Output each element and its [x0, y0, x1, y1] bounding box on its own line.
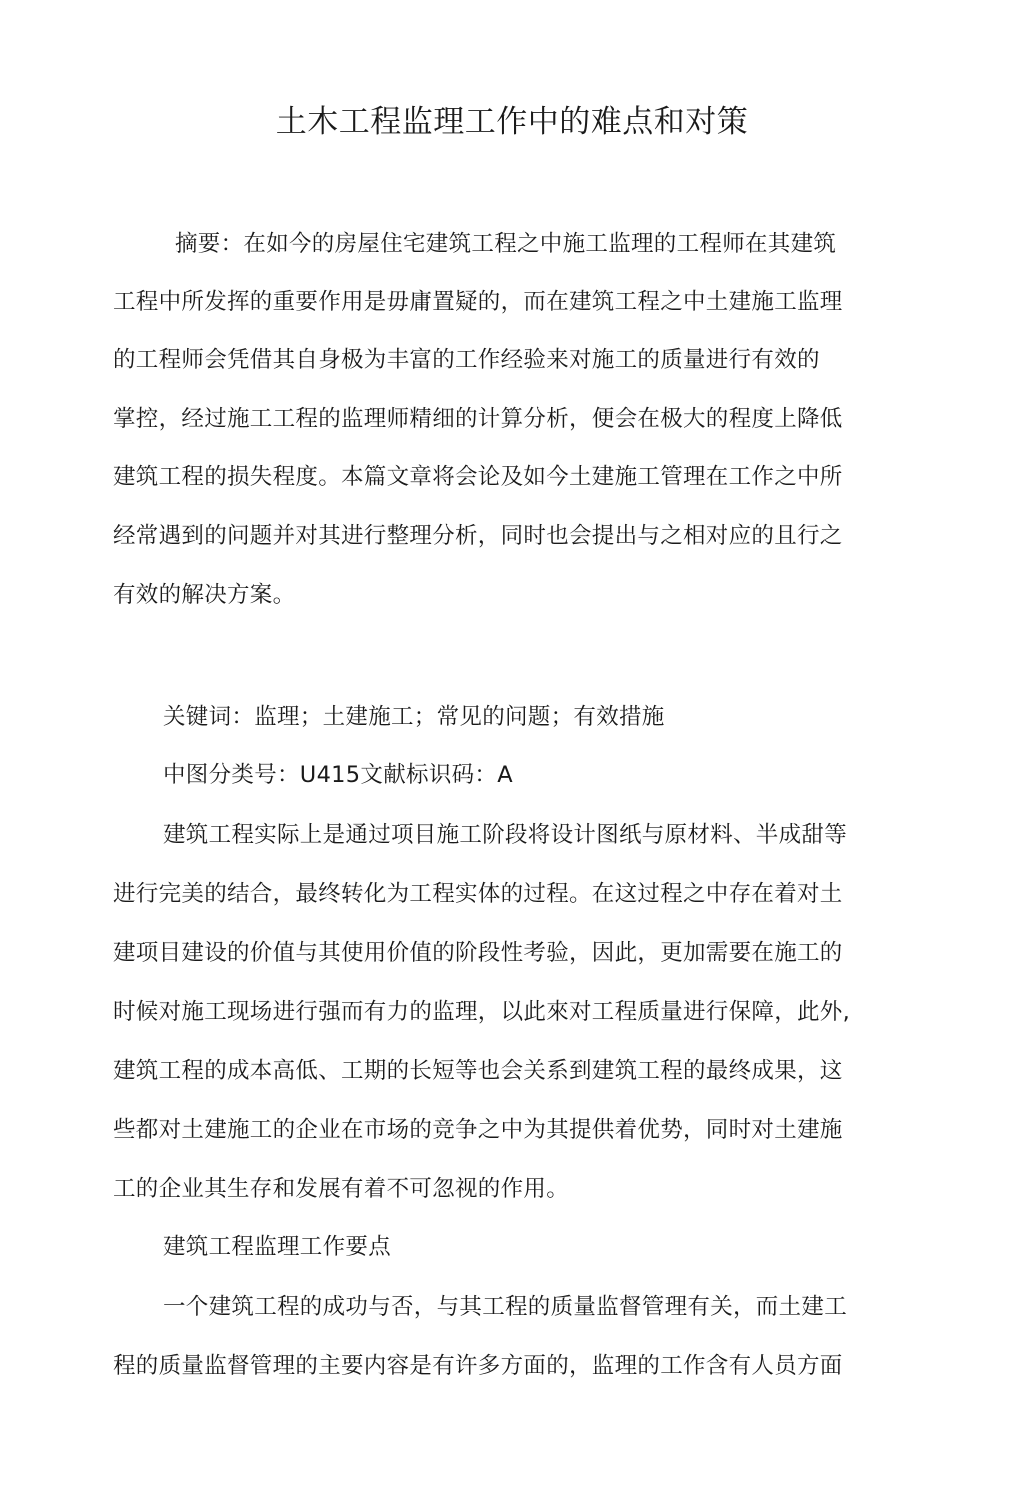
body-line: 些都对土建施工的企业在市场的竞争之中为其提供着优势，同时对土建施 [113, 1117, 843, 1143]
abstract-line: 经常遇到的问题并对其进行整理分析，同时也会提出与之相对应的且行之 [113, 523, 843, 549]
abstract-line: 工程中所发挥的重要作用是毋庸置疑的，而在建筑工程之中土建施工监理 [113, 289, 843, 315]
body-line: 建筑工程实际上是通过项目施工阶段将设计图纸与原材料、半成甜等 [163, 822, 848, 848]
body-line: 程的质量监督管理的主要内容是有许多方面的，监理的工作含有人员方面 [113, 1353, 843, 1379]
abstract-line: 摘要：在如今的房屋住宅建筑工程之中施工监理的工程师在其建筑 [175, 231, 837, 257]
document-title: 土木工程监理工作中的难点和对策 [275, 104, 749, 140]
classification: 中图分类号：U415文献标识码：A [163, 762, 513, 788]
abstract-line: 掌控，经过施工工程的监理师精细的计算分析，便会在极大的程度上降低 [113, 406, 843, 432]
abstract-line: 有效的解决方案。 [113, 582, 296, 608]
body-line: 一个建筑工程的成功与否，与其工程的质量监督管理有关，而土建工 [163, 1294, 848, 1320]
section-heading: 建筑工程监理工作要点 [163, 1234, 392, 1260]
abstract-line: 建筑工程的损失程度。本篇文章将会论及如今土建施工管理在工作之中所 [113, 464, 843, 490]
body-line: 时候对施工现场进行强而有力的监理，以此來对工程质量进行保障，此外, [113, 999, 851, 1025]
body-line: 建项目建设的价值与其使用价值的阶段性考验，因此，更加需要在施工的 [113, 940, 843, 966]
keywords: 关键词：监理；土建施工；常见的问题；有效措施 [163, 704, 665, 730]
body-line: 建筑工程的成本高低、工期的长短等也会关系到建筑工程的最终成果，这 [113, 1058, 843, 1084]
abstract-line: 的工程师会凭借其自身极为丰富的工作经验来对施工的质量进行有效的 [113, 347, 820, 373]
body-line: 进行完美的结合，最终转化为工程实体的过程。在这过程之中存在着对土 [113, 881, 843, 907]
body-line: 工的企业其生存和发展有着不可忽视的作用。 [113, 1176, 570, 1202]
